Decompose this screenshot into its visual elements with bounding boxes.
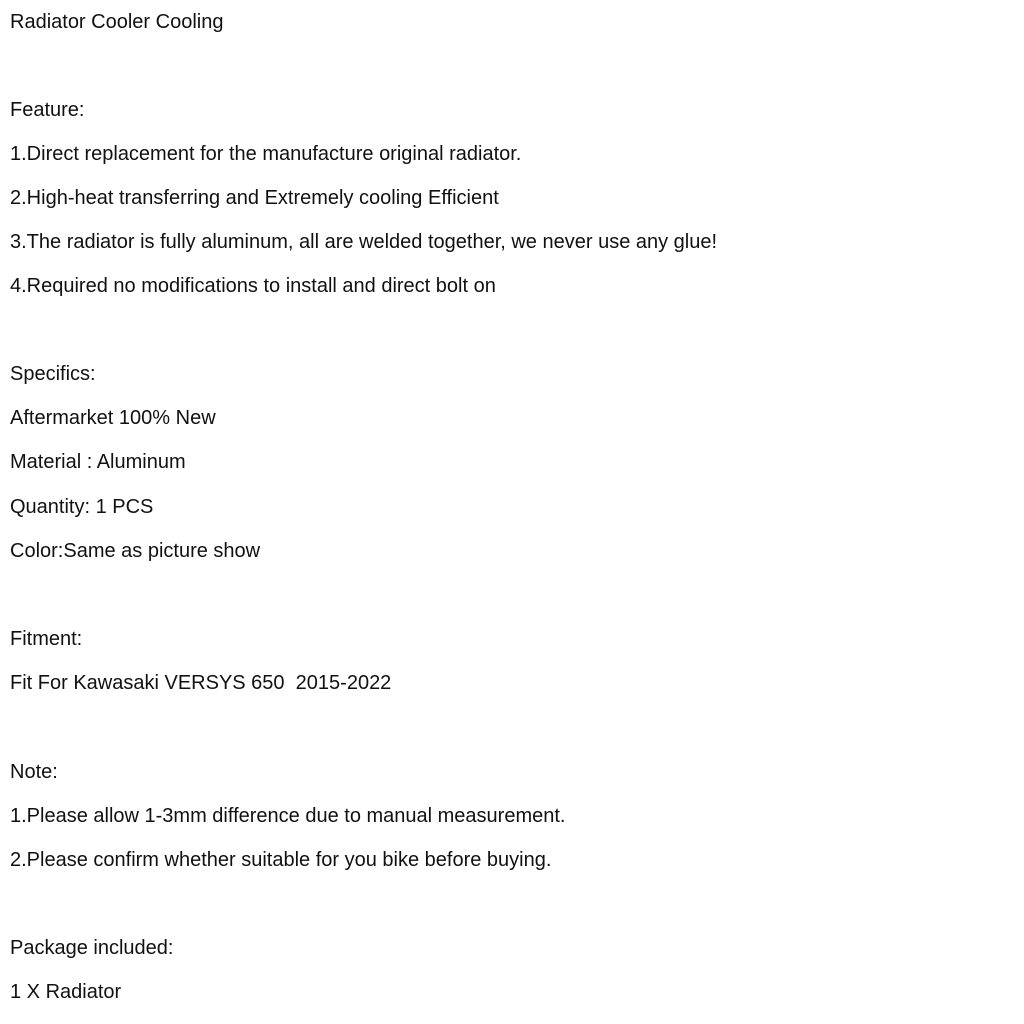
package-item: 1 X Radiator [10,981,122,1003]
specifics-item: Color:Same as picture show [10,540,261,562]
specifics-item: Aftermarket 100% New [10,407,216,429]
specifics-item: Material : Aluminum [10,451,186,473]
feature-item: 4.Required no modifications to install and direct bolt on [10,275,496,297]
specifics-heading: Specifics: [10,363,96,385]
note-item: 1.Please allow 1-3mm difference due to manual measurement. [10,805,566,827]
feature-item: 2.High-heat transferring and Extremely cooling Efficient [10,187,499,209]
fitment-heading: Fitment: [10,628,83,650]
feature-heading: Feature: [10,99,85,121]
note-item: 2.Please confirm whether suitable for you bike before buying. [10,849,552,871]
package-heading: Package included: [10,937,174,959]
page-title: Radiator Cooler Cooling [10,11,224,33]
fitment-item: Fit For Kawasaki VERSYS 650 2015-2022 [10,672,392,694]
feature-item: 3.The radiator is fully aluminum, all are welded together, we never use any glue! [10,231,718,253]
specifics-item: Quantity: 1 PCS [10,496,154,518]
feature-item: 1.Direct replacement for the manufacture original radiator. [10,143,522,165]
note-heading: Note: [10,761,58,783]
